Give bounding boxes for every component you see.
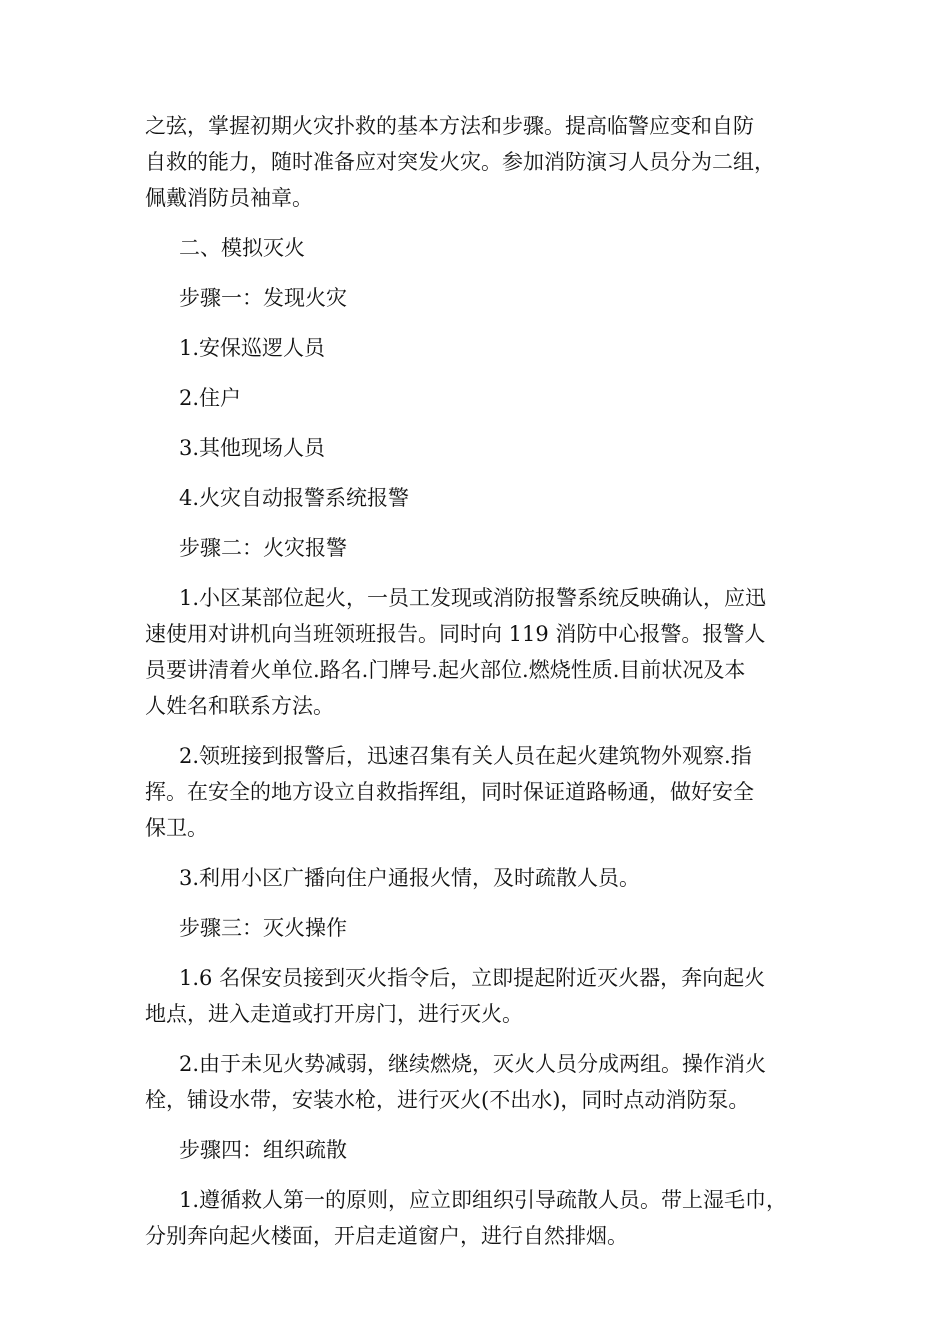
step-heading-text: 步骤四：组织疏散 [179,1138,347,1162]
list-item [145,380,815,416]
paragraph [145,580,815,724]
text-line: 1.小区某部位起火，一员工发现或消防报警系统反映确认，应迅 [179,586,767,610]
list-item [145,330,815,366]
step-heading [145,910,815,946]
paragraph [145,1182,815,1254]
text-line: 地点，进入走道或打开房门，进行灭火。 [145,1002,523,1026]
text-line: 1.遵循救人第一的原则，应立即组织引导疏散人员。带上湿毛巾， [179,1188,788,1212]
paragraph [145,1046,815,1118]
list-item-text: 2.住户 [179,386,242,410]
paragraph [145,860,815,896]
text-line: 2.由于未见火势减弱，继续燃烧，灭火人员分成两组。操作消火 [179,1052,767,1076]
list-item [145,480,815,516]
text-line: 1.6 名保安员接到灭火指令后，立即提起附近灭火器，奔向起火 [179,966,766,990]
step-heading [145,280,815,316]
section-heading [145,230,815,266]
text-line: 2.领班接到报警后，迅速召集有关人员在起火建筑物外观察.指 [179,744,752,768]
step-heading [145,1132,815,1168]
list-item [145,430,815,466]
text-line: 之弦，掌握初期火灾扑救的基本方法和步骤。提高临警应变和自防 [145,114,754,138]
list-item-text: 4.火灾自动报警系统报警 [179,486,410,510]
step-heading-text: 步骤一：发现火灾 [179,286,347,310]
text-line: 速使用对讲机向当班领班报告。同时向 119 消防中心报警。报警人 [145,622,766,646]
text-line: 栓，铺设水带，安装水枪，进行灭火(不出水)，同时点动消防泵。 [145,1088,750,1112]
step-heading-text: 步骤三：灭火操作 [179,916,347,940]
text-line: 保卫。 [145,816,208,840]
text-line: 分别奔向起火楼面，开启走道窗户，进行自然排烟。 [145,1224,628,1248]
text-line: 佩戴消防员袖章。 [145,186,313,210]
paragraph [145,960,815,1032]
section-heading-text: 二、模拟灭火 [179,236,305,260]
text-line: 员要讲清着火单位.路名.门牌号.起火部位.燃烧性质.目前状况及本 [145,658,746,682]
text-line: 挥。在安全的地方设立自救指挥组，同时保证道路畅通，做好安全 [145,780,754,804]
paragraph-intro-continuation [145,108,815,216]
text-line: 人姓名和联系方法。 [145,694,334,718]
paragraph [145,738,815,846]
text-line: 自救的能力，随时准备应对突发火灾。参加消防演习人员分为二组， [145,150,775,174]
step-heading [145,530,815,566]
document-body [145,108,815,1268]
list-item-text: 1.安保巡逻人员 [179,336,326,360]
list-item-text: 3.其他现场人员 [179,436,326,460]
text-line: 3.利用小区广播向住户通报火情，及时疏散人员。 [179,866,641,890]
step-heading-text: 步骤二：火灾报警 [179,536,347,560]
